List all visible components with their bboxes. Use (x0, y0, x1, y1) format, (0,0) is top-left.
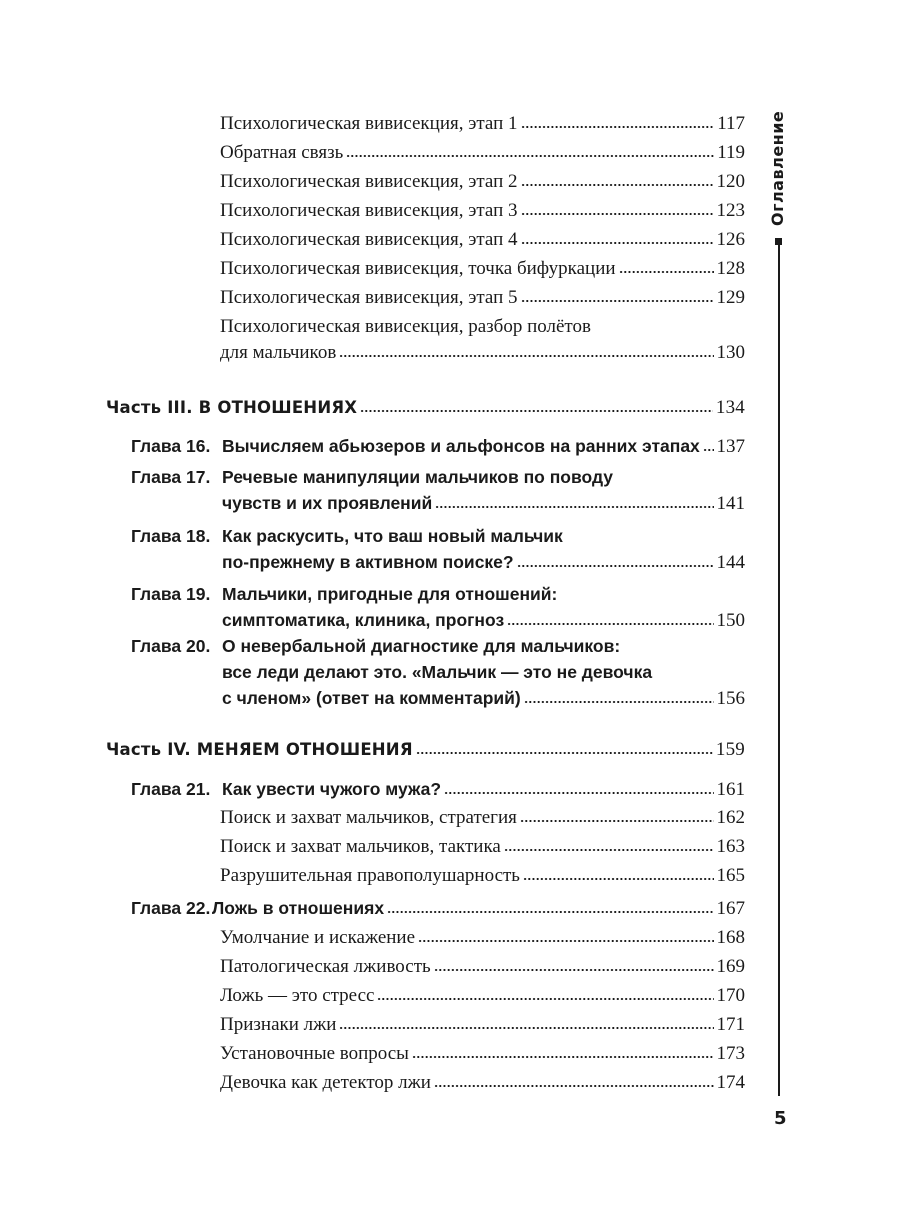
page-number: 5 (774, 1108, 787, 1129)
toc-chapter (222, 686, 745, 711)
toc-entry-title: Обратная связь (220, 142, 344, 163)
toc-chapter (222, 550, 745, 575)
dot-leader (444, 791, 713, 795)
toc-entry-title: Установочные вопросы (220, 1043, 409, 1064)
toc-entry (220, 1071, 745, 1095)
dot-leader (521, 212, 714, 216)
toc-entry-page: 156 (716, 688, 745, 709)
dot-leader (521, 241, 714, 245)
dot-leader (434, 968, 714, 972)
toc-chapter (222, 491, 745, 516)
toc-entry-page: 163 (716, 836, 745, 857)
toc-entry-page: 144 (716, 552, 745, 573)
dot-leader (418, 939, 713, 943)
chapter-title-line: Речевые манипуляции мальчиков по поводу (222, 467, 613, 487)
toc-entry-title: для мальчиков (220, 342, 337, 363)
dot-leader (346, 154, 714, 158)
toc-entry-title: Признаки лжи (220, 1014, 337, 1035)
chapter-label: Глава 16. (131, 436, 211, 456)
toc-entry (220, 112, 745, 136)
toc-entry-title: Разрушительная правополушарность (220, 865, 520, 886)
chapter-title-line: все леди делают это. «Мальчик — это не девочка (222, 662, 653, 682)
toc-entry (220, 141, 745, 165)
toc-entry-page: 165 (716, 865, 745, 886)
toc-entry-page: 162 (716, 807, 745, 828)
toc-entry (220, 806, 745, 830)
chapter-title: по-прежнему в активном поиске? (222, 552, 514, 572)
chapter-title: симптоматика, клиника, прогноз (222, 610, 505, 630)
chapter-title: чувств и их проявлений (222, 493, 433, 513)
dot-leader (360, 409, 713, 413)
toc-entry-page: 159 (715, 739, 745, 760)
dot-leader (521, 125, 715, 129)
toc-entry-page: 130 (716, 342, 745, 363)
dot-leader (523, 877, 714, 881)
chapter-title-line: Мальчики, пригодные для отношений: (222, 584, 558, 604)
dot-leader (434, 1084, 714, 1088)
dot-leader (524, 700, 714, 704)
toc-part-heading (106, 738, 745, 762)
toc-entry-page: 168 (716, 927, 745, 948)
toc-entry (220, 257, 745, 281)
toc-entry-page: 174 (716, 1072, 745, 1093)
dot-leader (435, 505, 713, 509)
toc-chapter (222, 777, 745, 802)
toc-entry-page: 117 (717, 113, 745, 134)
toc-entry (220, 341, 745, 365)
toc-entry-page: 137 (716, 436, 745, 457)
toc-chapter (222, 434, 745, 459)
toc-entry-page: 150 (716, 610, 745, 631)
toc-entry-title-line: Психологическая вивисекция, разбор полётов (220, 316, 591, 337)
toc-entry-title: Патологическая лживость (220, 956, 431, 977)
toc-entry-page: 169 (716, 956, 745, 977)
toc-chapter (222, 608, 745, 633)
chapter-label: Глава 17. (131, 467, 211, 487)
toc-entry-title: Умолчание и искажение (220, 927, 416, 948)
chapter-label: Глава 19. (131, 584, 211, 604)
toc-entry-title: Психологическая вивисекция, этап 1 (220, 113, 518, 134)
toc-entry-title: Поиск и захват мальчиков, тактика (220, 836, 501, 857)
dot-leader (517, 564, 714, 568)
toc-entry-page: 171 (716, 1014, 745, 1035)
toc-entry-page: 126 (716, 229, 745, 250)
chapter-title-line: О невербальной диагностике для мальчиков: (222, 636, 621, 656)
toc-entry-page: 170 (716, 985, 745, 1006)
toc-entry-title: Поиск и захват мальчиков, стратегия (220, 807, 517, 828)
toc-entry-title: Ложь — это стресс (220, 985, 375, 1006)
toc-entry-page: 167 (716, 898, 745, 919)
chapter-title-line: Как раскусить, что ваш новый мальчик (222, 526, 563, 546)
dot-leader (339, 354, 713, 358)
toc-entry-page: 123 (716, 200, 745, 221)
chapter-title: Ложь в отношениях (212, 898, 385, 918)
toc-entry-title: Девочка как детектор лжи (220, 1072, 431, 1093)
chapter-label: Глава 21. (131, 779, 211, 799)
dot-leader (619, 270, 714, 274)
toc-entry (220, 1042, 745, 1066)
dot-leader (412, 1055, 714, 1059)
toc-entry-page: 173 (716, 1043, 745, 1064)
chapter-label: Глава 22. (131, 898, 211, 918)
dot-leader (504, 848, 714, 852)
toc-entry-title: Психологическая вивисекция, этап 4 (220, 229, 518, 250)
dot-leader (387, 910, 713, 914)
toc-entry (220, 199, 745, 223)
toc-entry-title: Психологическая вивисекция, этап 5 (220, 287, 518, 308)
dot-leader (521, 299, 714, 303)
toc-entry-page: 161 (716, 779, 745, 800)
toc-entry-page: 119 (717, 142, 745, 163)
toc-chapter (212, 896, 745, 921)
toc-entry (220, 286, 745, 310)
chapter-label: Глава 20. (131, 636, 211, 656)
toc-entry (220, 955, 745, 979)
chapter-label: Глава 18. (131, 526, 211, 546)
toc-entry-page: 128 (716, 258, 745, 279)
part-title: Часть III. В ОТНОШЕНИЯХ (106, 398, 358, 417)
toc-entry (220, 835, 745, 859)
toc-part-heading (106, 396, 745, 420)
toc-entry (220, 170, 745, 194)
toc-entry-title: Психологическая вивисекция, этап 2 (220, 171, 518, 192)
toc-entry (220, 1013, 745, 1037)
chapter-title: с членом» (ответ на комментарий) (222, 688, 521, 708)
dot-leader (339, 1026, 713, 1030)
margin-rule (778, 244, 780, 1096)
toc-entry (220, 984, 745, 1008)
dot-leader (416, 751, 713, 755)
toc-entry-page: 129 (716, 287, 745, 308)
dot-leader (507, 622, 713, 626)
toc-entry-title: Психологическая вивисекция, этап 3 (220, 200, 518, 221)
toc-entry-page: 141 (716, 493, 745, 514)
toc-entry-page: 134 (715, 397, 745, 418)
toc-entry (220, 926, 745, 950)
dot-leader (521, 183, 714, 187)
dot-leader (520, 819, 714, 823)
toc-entry-title: Психологическая вивисекция, точка бифуркации (220, 258, 616, 279)
toc-entry (220, 228, 745, 252)
chapter-title: Как увести чужого мужа? (222, 779, 442, 799)
dot-leader (703, 448, 714, 452)
toc-entry-page: 120 (716, 171, 745, 192)
chapter-title: Вычисляем абьюзеров и альфонсов на ранних этапах (222, 436, 700, 456)
dot-leader (377, 997, 713, 1001)
toc-entry (220, 864, 745, 888)
part-title: Часть IV. МЕНЯЕМ ОТНОШЕНИЯ (106, 740, 413, 759)
running-header: Оглавление (768, 110, 787, 226)
